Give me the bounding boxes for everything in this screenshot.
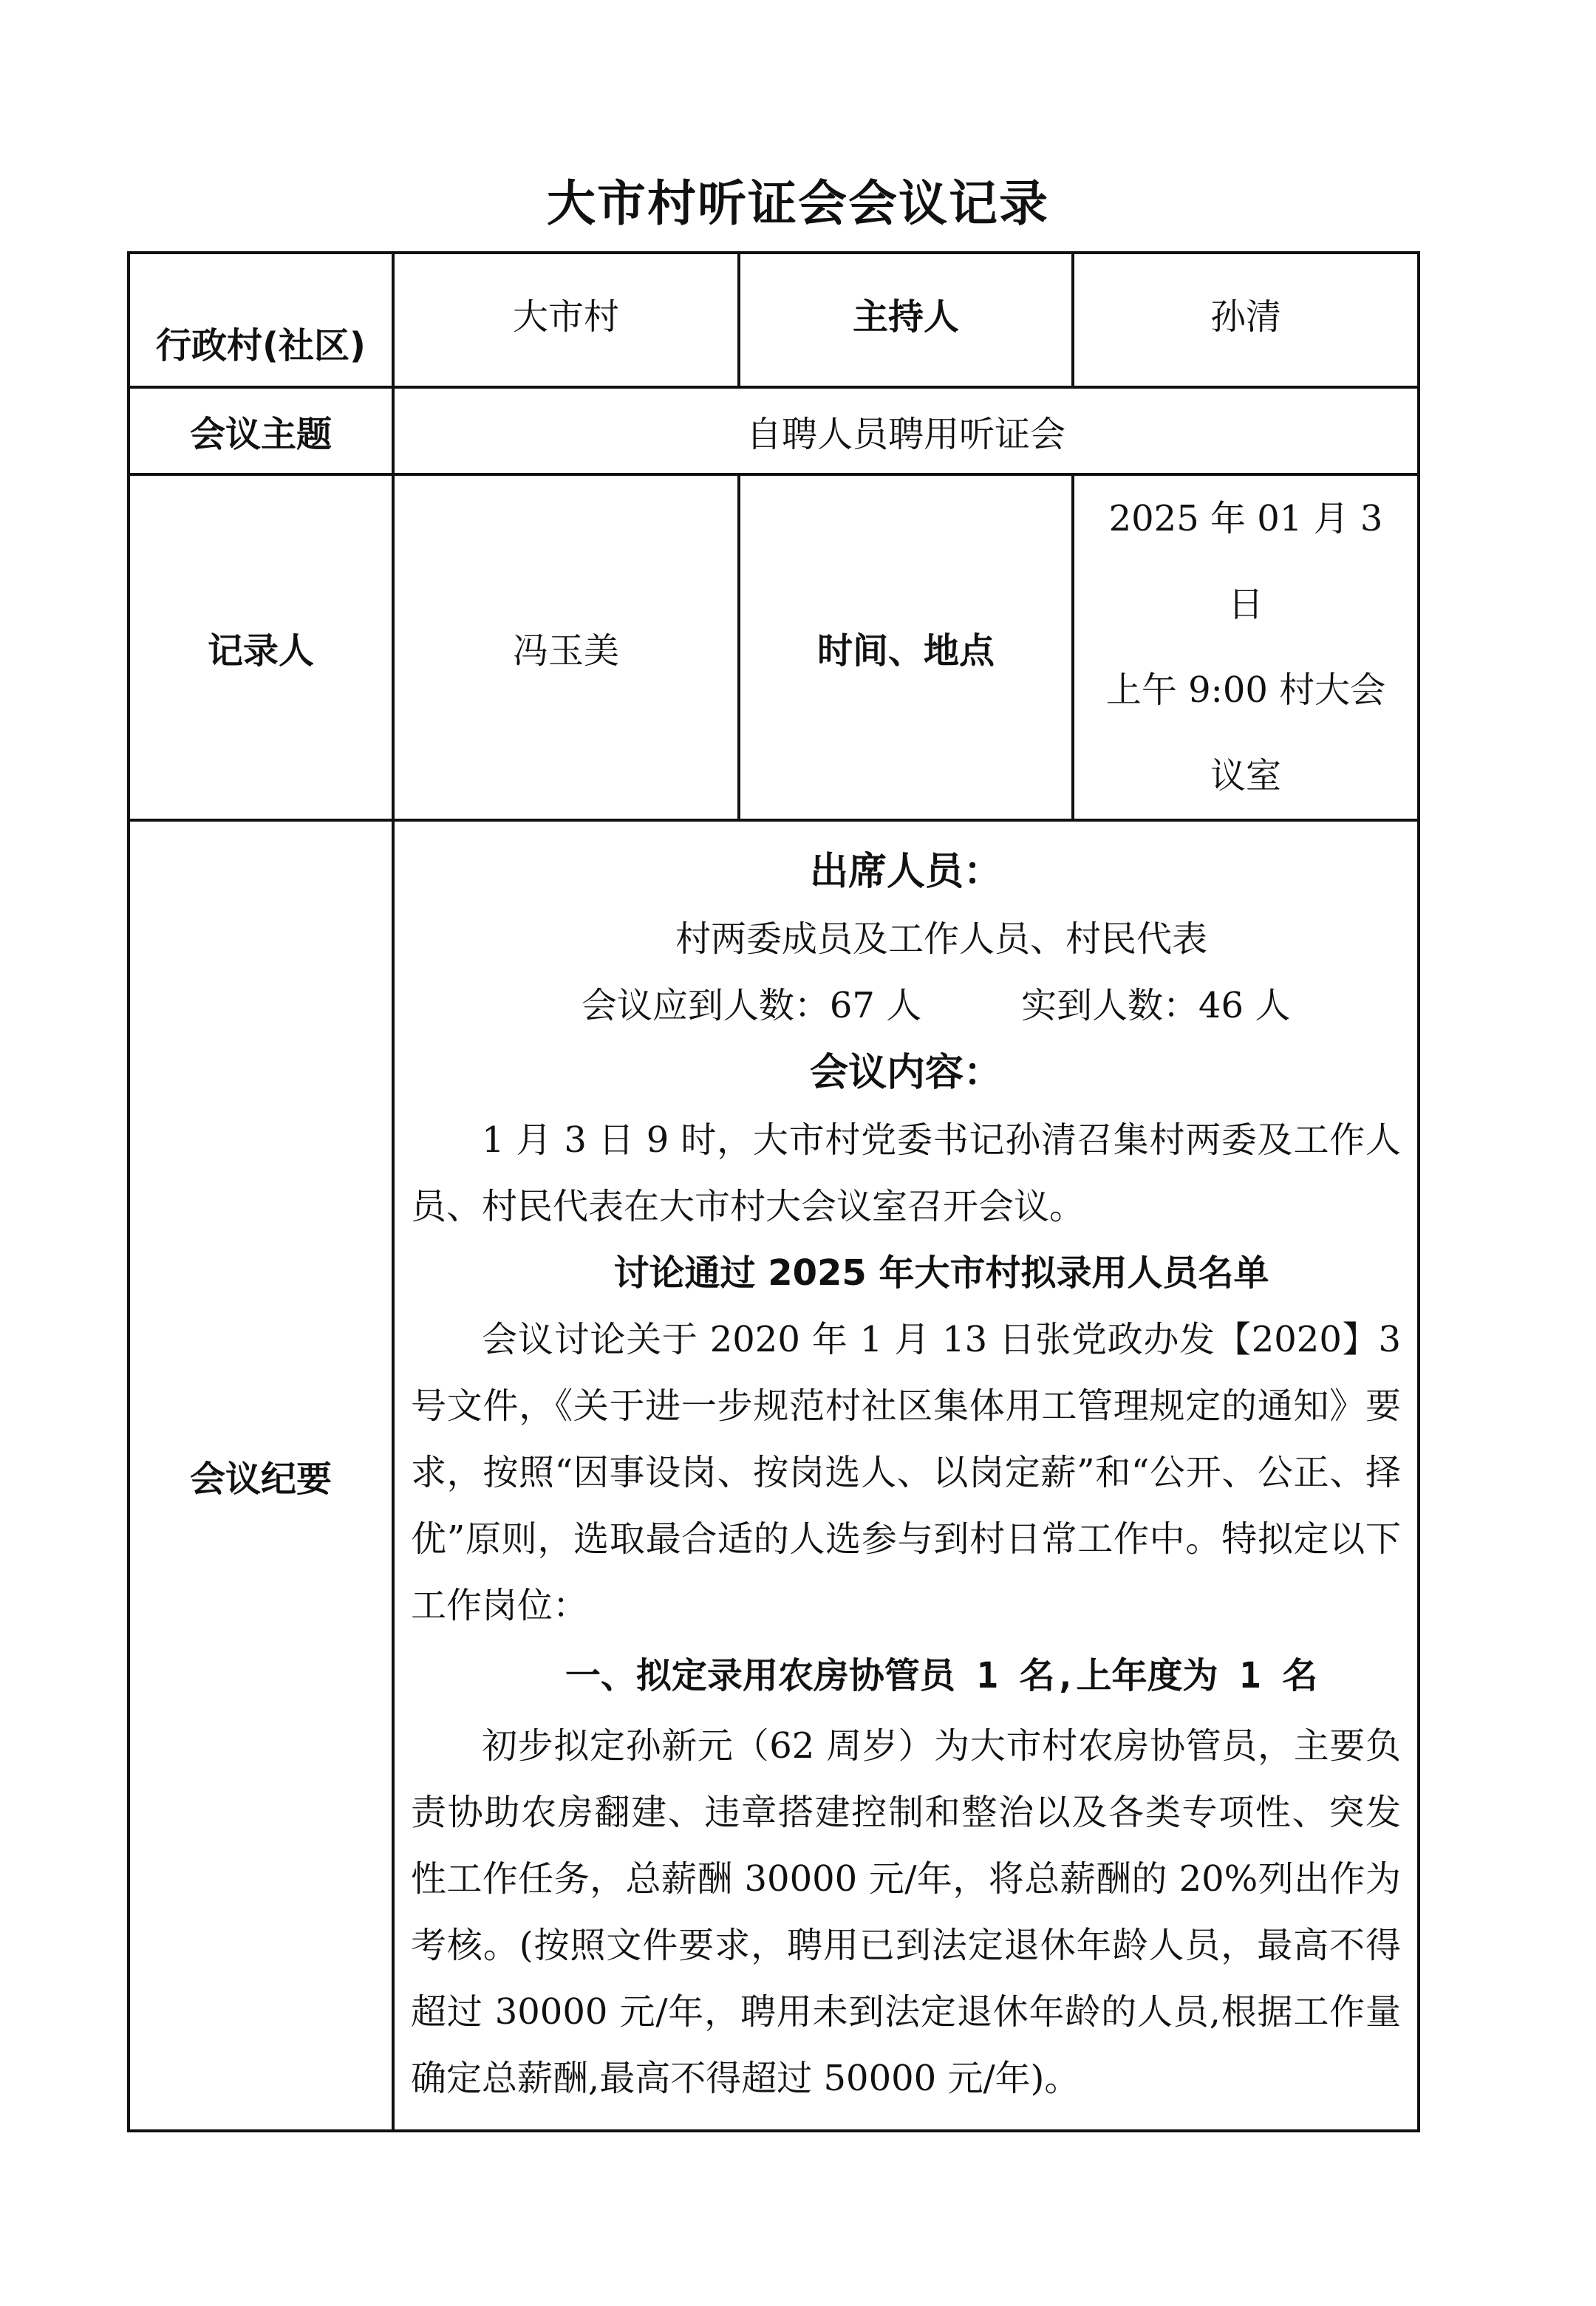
summary-content <box>393 820 1419 2131</box>
attendees-heading: 出席人员： <box>809 850 1002 894</box>
attendance-should: 会议应到人数：67 人 <box>581 985 922 1026</box>
village-label: 行政村(社区) <box>129 253 393 387</box>
content-paragraph-2: 会议讨论关于 2020 年 1 月 13 日张党政办发【2020】3 号文件，《关于进一步规范村社区集体用工管理规定的通知》要求，按照“因事设岗、按岗选人、以岗定薪”和“公开、公正、择优”原则，选取最合适的人选参与到村日常工作中。特拟定以下工作岗位： <box>411 1319 1401 1626</box>
time-place-line-2: 上午 9:00 村大会 <box>1105 669 1386 711</box>
content-paragraph-3: 初步拟定孙新元（62 周岁）为大市村农房协管员，主要负责协助农房翻建、违章搭建控制和整治以及各类专项性、突发性工作任务，总薪酬 30000 元/年，将总薪酬的 20%列出作为考核。(按照文件要求，聘用已到法定退休年龄人员，最高不得超过 30000 元/年，聘用未到法定退休年龄的人员,根据工作量确定总薪酬,最高不得超过 50000 元/年)。 <box>411 1725 1401 2099</box>
attendance-actual: 实到人数：46 人 <box>1021 985 1291 1026</box>
table-row-village <box>129 253 1419 387</box>
recorder-label: 记录人 <box>129 474 393 820</box>
table-row-topic <box>129 387 1419 474</box>
meeting-record-table <box>127 251 1420 2132</box>
attendees-text: 村两委成员及工作人员、村民代表 <box>675 918 1207 960</box>
topic-value: 自聘人员聘用听证会 <box>393 387 1419 474</box>
village-value: 大市村 <box>393 253 739 387</box>
time-place-value <box>1073 474 1419 820</box>
attendance-counts <box>411 972 1401 1039</box>
table-row-recorder <box>129 474 1419 820</box>
time-place-line-3: 议室 <box>1210 755 1281 796</box>
content-subheading: 讨论通过 2025 年大市村拟录用人员名单 <box>613 1252 1269 1294</box>
time-place-label: 时间、地点 <box>739 474 1073 820</box>
content-heading: 会议内容： <box>809 1051 1002 1095</box>
table-row-summary <box>129 820 1419 2131</box>
host-label: 主持人 <box>739 253 1073 387</box>
position-item-heading: 一、拟定录用农房协管员 1 名,上年度为 1 名 <box>565 1655 1318 1696</box>
recorder-value: 冯玉美 <box>393 474 739 820</box>
content-paragraph-1: 1 月 3 日 9 时，大市村党委书记孙清召集村两委及工作人员、村民代表在大市村大会议室召开会议。 <box>411 1119 1401 1227</box>
time-place-line-1: 2025 年 01 月 3 日 <box>1108 498 1383 625</box>
topic-label: 会议主题 <box>129 387 393 474</box>
page-title: 大市村听证会会议记录 <box>547 175 1049 232</box>
summary-label: 会议纪要 <box>129 820 393 2131</box>
host-value: 孙清 <box>1073 253 1419 387</box>
